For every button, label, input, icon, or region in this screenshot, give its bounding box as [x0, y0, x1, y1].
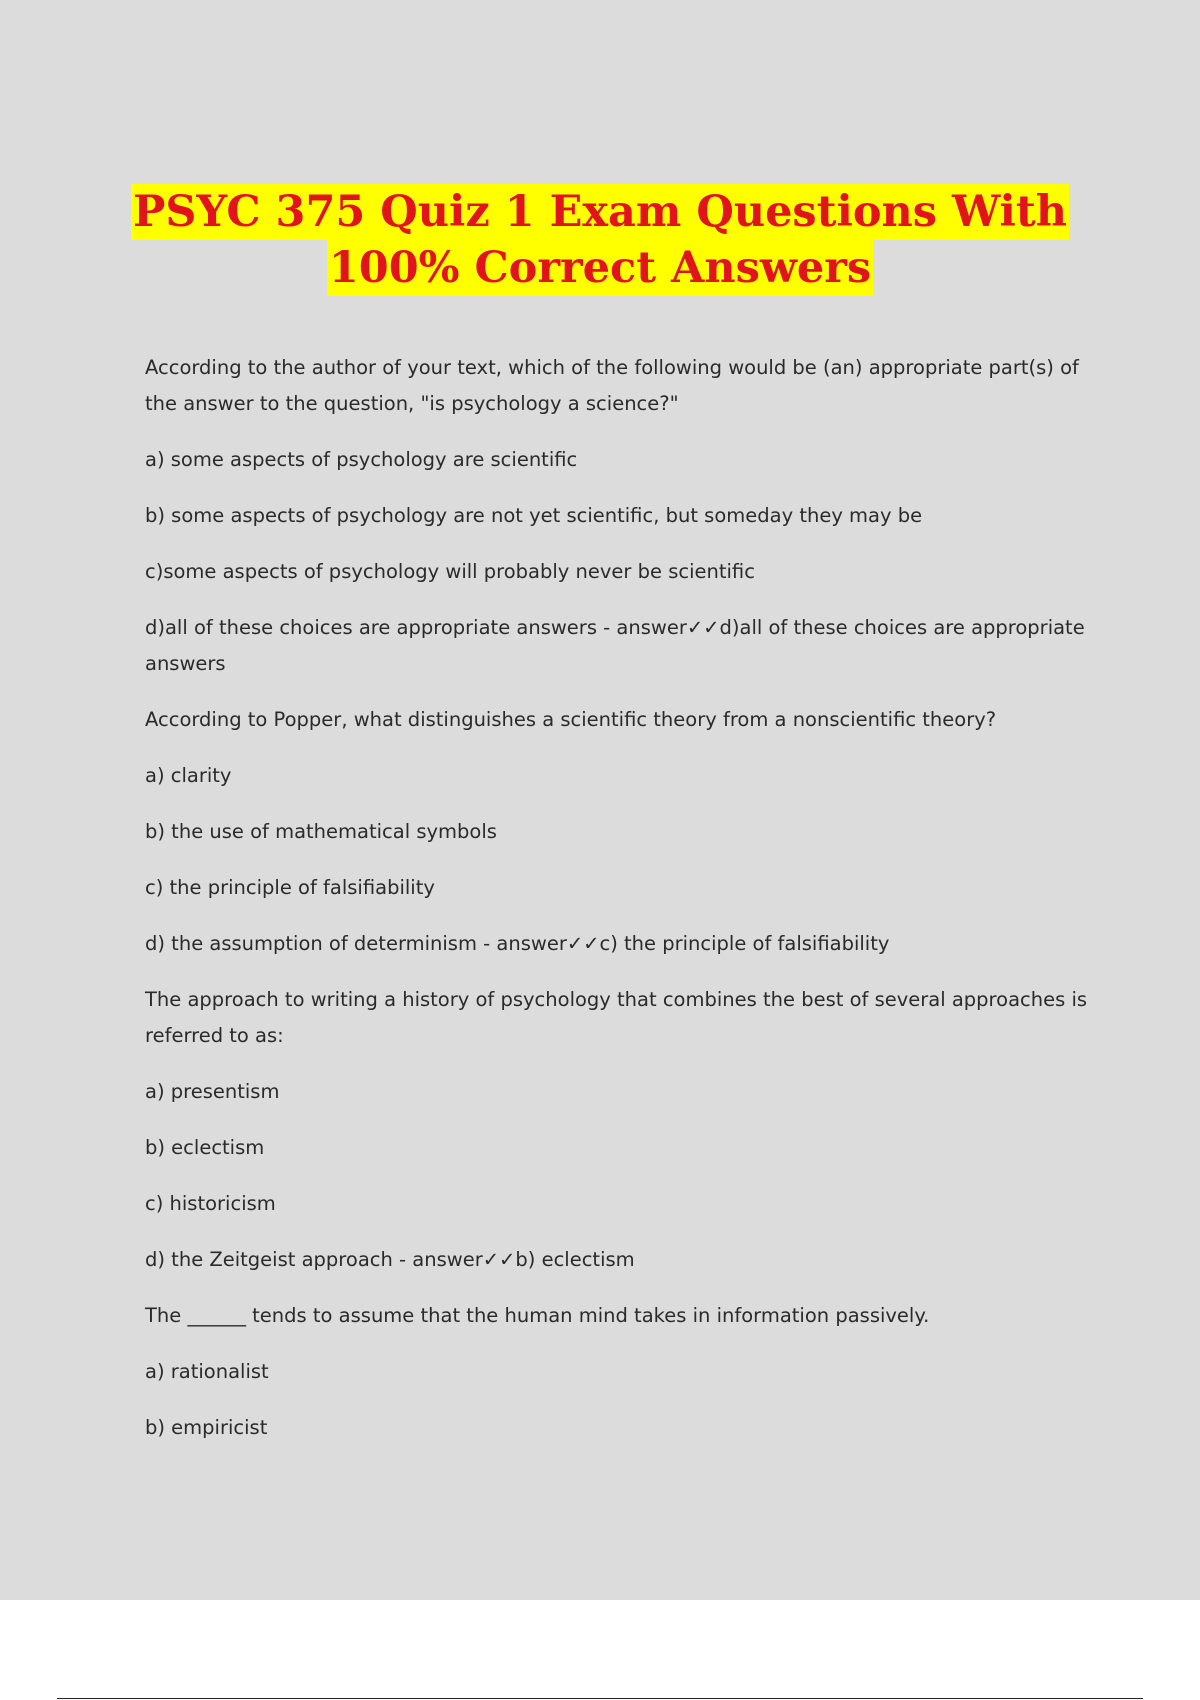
- question-4-option-a: a) rationalist: [145, 1360, 269, 1383]
- document-title: [0, 184, 1200, 296]
- document-body: [145, 350, 1095, 1466]
- question-2-text: According to Popper, what distinguishes a scientific theory from a nonscientific theory?: [145, 708, 997, 731]
- title-line-1: PSYC 375 Quiz 1 Exam Questions With: [131, 184, 1069, 240]
- footer-divider: [57, 1698, 1143, 1699]
- question-2-option-d-answer: d) the assumption of determinism - answer✓✓c) the principle of falsifiability: [145, 932, 890, 955]
- question-3-text: The approach to writing a history of psychology that combines the best of several approaches is referred to as:: [145, 988, 1088, 1047]
- question-3-option-b: b) eclectism: [145, 1136, 265, 1159]
- question-1-option-b: b) some aspects of psychology are not yet scientific, but someday they may be: [145, 504, 923, 527]
- question-4-text: The ______ tends to assume that the human mind takes in information passively.: [145, 1304, 930, 1327]
- question-1-text: According to the author of your text, which of the following would be (an) appropriate part(s) of the answer to the question, "is psychology a science?": [145, 356, 1079, 415]
- question-1-option-a: a) some aspects of psychology are scientific: [145, 448, 578, 471]
- question-3-option-c: c) historicism: [145, 1192, 276, 1215]
- question-4-option-b: b) empiricist: [145, 1416, 268, 1439]
- question-1-option-d-answer: d)all of these choices are appropriate answers - answer✓✓d)all of these choices are appropriate answers: [145, 616, 1085, 675]
- question-2-option-b: b) the use of mathematical symbols: [145, 820, 497, 843]
- question-2-option-a: a) clarity: [145, 764, 232, 787]
- question-3-option-a: a) presentism: [145, 1080, 280, 1103]
- question-3-option-d-answer: d) the Zeitgeist approach - answer✓✓b) eclectism: [145, 1248, 635, 1271]
- question-1-option-c: c)some aspects of psychology will probably never be scientific: [145, 560, 755, 583]
- title-line-2: 100% Correct Answers: [327, 240, 873, 296]
- question-2-option-c: c) the principle of falsifiability: [145, 876, 435, 899]
